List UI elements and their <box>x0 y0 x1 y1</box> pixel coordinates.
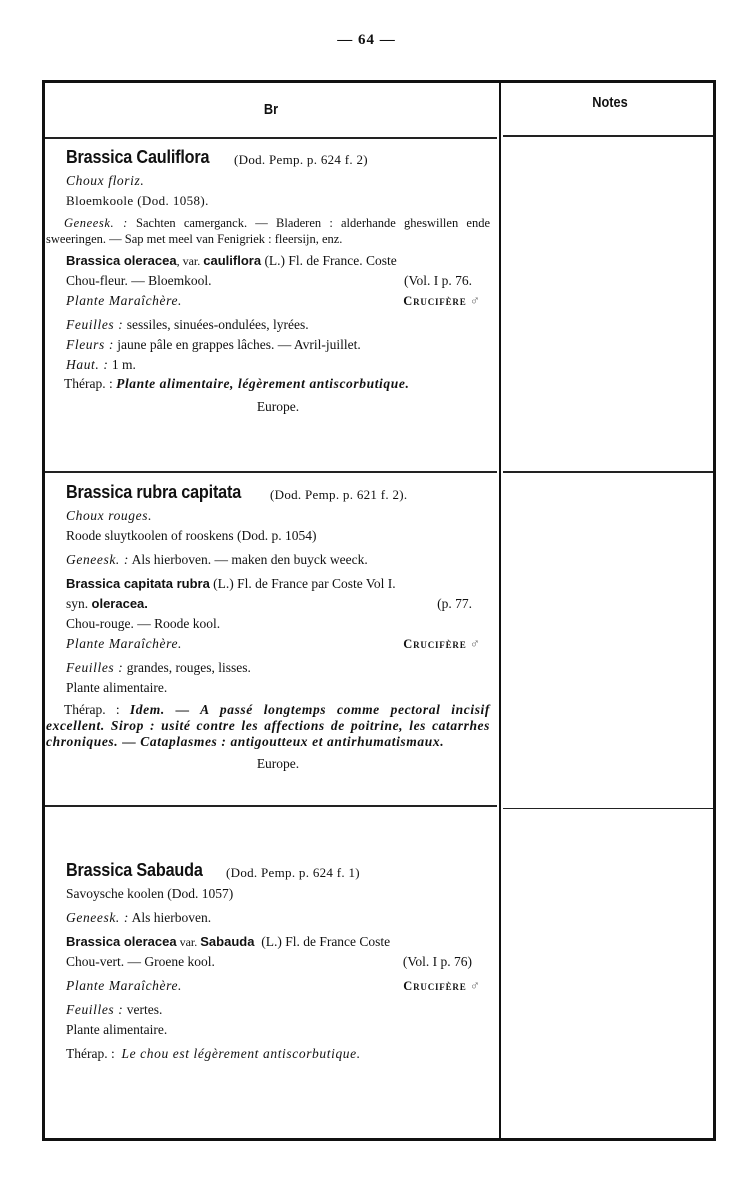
sci-name-variety: cauliflora <box>203 253 262 268</box>
geneesk-row <box>66 550 490 570</box>
feuilles-text: grandes, rouges, lisses. <box>126 660 251 675</box>
page-number: — 64 — <box>337 32 396 48</box>
feuilles-label: Feuilles : <box>66 660 124 675</box>
geneesk-label: Geneesk. : <box>64 216 128 230</box>
column-header-br: Br <box>263 101 279 118</box>
category-row <box>66 634 490 654</box>
geneesk-text: Als hierboven. — maken den buyck weeck. <box>131 552 368 567</box>
family: Crucifère <box>403 979 467 993</box>
common-name-row <box>66 271 490 291</box>
sci-name-bold: Brassica capitata rubra <box>66 576 210 591</box>
dutch-name: Bloemkoole (Dod. 1058). <box>66 193 209 208</box>
synonym-name: oleracea. <box>91 596 148 611</box>
category: Plante Maraîchère. <box>66 293 183 308</box>
use: Plante alimentaire. <box>66 1022 168 1037</box>
therap-paragraph <box>46 702 490 750</box>
entry-title: Brassica Sabauda <box>66 860 203 880</box>
entry-reference: (Dod. Pemp. p. 621 f. 2). <box>270 487 408 502</box>
entry-title: Brassica rubra capitata <box>66 482 242 502</box>
geneesk-label: Geneesk. : <box>66 552 129 567</box>
therap-label: Thérap. : <box>64 702 120 717</box>
french-name: Choux rouges. <box>66 508 153 523</box>
common-name: Chou-rouge. — Roode kool. <box>66 616 221 631</box>
row-divider <box>45 805 497 807</box>
geneesk-text: Sachten camerganck. — Bladeren : alderhande gheswillen ende sweeringen. — Sap met meel van Fenigriek : fleersijn, enz. <box>46 216 491 246</box>
category: Plante Maraîchère. <box>66 636 183 651</box>
header-divider-notes <box>503 135 713 137</box>
feuilles-label: Feuilles : <box>66 1002 124 1017</box>
sci-name-variety: Sabauda <box>200 934 255 949</box>
feuilles-row <box>66 658 490 678</box>
therap-paragraph <box>46 375 490 393</box>
therap-label: Thérap. : <box>64 376 113 391</box>
dutch-name: Savoysche koolen (Dod. 1057) <box>66 886 234 901</box>
row-divider-notes <box>503 471 713 473</box>
dutch-name: Roode sluytkoolen of rooskens (Dod. p. 1054) <box>66 528 317 543</box>
sci-name-var: var. <box>176 935 201 949</box>
sci-name-source: (L.) Fl. de France. Coste <box>264 253 397 268</box>
geneesk-row <box>66 908 490 928</box>
haut-label: Haut. : <box>66 357 109 372</box>
common-name: Chou-fleur. — Bloemkool. <box>66 273 212 288</box>
sci-name-var: , var. <box>176 254 204 268</box>
common-name-row <box>66 952 490 972</box>
synonym-row <box>66 594 490 614</box>
fleurs-row <box>66 335 490 355</box>
feuilles-label: Feuilles : <box>66 317 124 332</box>
sci-name-bold: Brassica oleracea <box>66 253 177 268</box>
french-name: Choux floriz. <box>66 173 145 188</box>
volume-ref: (p. 77. <box>437 596 472 611</box>
family: Crucifère <box>403 294 467 308</box>
scientific-name <box>66 932 490 952</box>
feuilles-text: sessiles, sinuées-ondulées, lyrées. <box>126 317 309 332</box>
therap-text: Idem. — A passé longtemps comme pectoral incisif excellent. Sirop : usité contre les affections de poitrine, les catarrhes chroniques. — Cataplasmes : antigoutteux et antirhumatismaux. <box>46 702 491 749</box>
entry-brassica-cauliflora <box>46 147 491 417</box>
male-symbol-icon: ♂ <box>469 978 480 993</box>
category: Plante Maraîchère. <box>66 978 183 993</box>
column-divider <box>499 80 501 1138</box>
row-divider <box>45 471 497 473</box>
feuilles-text: vertes. <box>126 1002 163 1017</box>
entry-reference: (Dod. Pemp. p. 624 f. 2) <box>234 152 368 167</box>
fleurs-label: Fleurs : <box>66 337 114 352</box>
feuilles-row <box>66 315 490 335</box>
entry-reference: (Dod. Pemp. p. 624 f. 1) <box>226 865 360 880</box>
header-divider <box>45 137 497 139</box>
scientific-name <box>66 574 490 594</box>
category-row <box>66 291 490 311</box>
synonym-prefix: syn. <box>66 596 92 611</box>
feuilles-row <box>66 1000 490 1020</box>
fleurs-text: jaune pâle en grappes lâches. — Avril-juillet. <box>117 337 361 352</box>
column-header-notes: Notes <box>592 94 628 111</box>
sci-name-source: (L.) Fl. de France Coste <box>261 934 391 949</box>
common-name: Chou-vert. — Groene kool. <box>66 954 215 969</box>
row-divider-notes <box>503 808 713 809</box>
geneesk-paragraph <box>46 215 490 247</box>
male-symbol-icon: ♂ <box>469 293 480 308</box>
volume-ref: (Vol. I p. 76) <box>402 954 472 969</box>
category-row <box>66 976 490 996</box>
sci-name-bold: Brassica oleracea <box>66 934 177 949</box>
geneesk-label: Geneesk. : <box>66 910 129 925</box>
region: Europe. <box>256 756 300 771</box>
haut-text: 1 m. <box>111 357 136 372</box>
therap-label: Thérap. : <box>66 1046 115 1061</box>
male-symbol-icon: ♂ <box>469 636 480 651</box>
entry-brassica-rubra-capitata <box>46 482 491 774</box>
use: Plante alimentaire. <box>66 680 168 695</box>
scientific-name <box>66 251 490 271</box>
therap-text: Le chou est légèrement antiscorbutique. <box>121 1046 361 1061</box>
volume-ref: (Vol. I p. 76. <box>403 273 472 288</box>
therap-text: Plante alimentaire, légèrement antiscorbutique. <box>116 376 410 391</box>
entry-title: Brassica Cauliflora <box>66 147 210 167</box>
region: Europe. <box>256 399 300 414</box>
therap-row <box>66 1044 490 1064</box>
family: Crucifère <box>403 637 467 651</box>
sci-name-source: (L.) Fl. de France par Coste Vol I. <box>213 576 396 591</box>
entry-brassica-sabauda <box>66 860 490 1064</box>
haut-row <box>66 355 490 375</box>
geneesk-text: Als hierboven. <box>131 910 212 925</box>
